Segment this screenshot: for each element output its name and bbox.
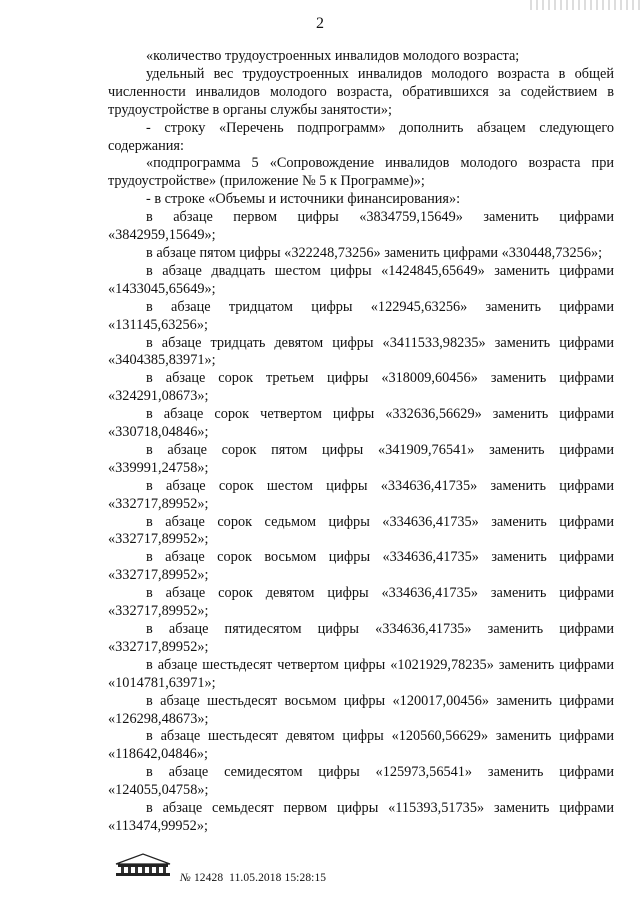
document-body (108, 48, 614, 836)
paragraph: в абзаце сорок восьмом цифры «334636,41735» заменить цифрами «332717,89952»; (108, 549, 614, 584)
paragraph: в абзаце сорок седьмом цифры «334636,41735» заменить цифрами «332717,89952»; (108, 513, 614, 548)
document-registration-stamp (180, 872, 326, 884)
paragraph: в абзаце двадцать шестом цифры «1424845,65649» заменить цифрами «1433045,65649»; (108, 262, 614, 297)
paragraph: в абзаце шестьдесят четвертом цифры «1021929,78235» заменить цифрами «1014781,63971»; (108, 656, 614, 691)
page-number: 2 (316, 15, 324, 32)
paragraph: «количество трудоустроенных инвалидов молодого возраста; (146, 48, 520, 64)
paragraph: - в строке «Объемы и источники финансирования»: (146, 191, 461, 208)
paragraph: в абзаце семьдесят первом цифры «115393,51735» заменить цифрами «113474,99952»; (108, 800, 614, 834)
paragraph: в абзаце первом цифры «3834759,15649» заменить цифрами «3842959,15649»; (108, 209, 614, 244)
scan-artifact (530, 0, 640, 10)
paragraph: удельный вес трудоустроенных инвалидов молодого возраста в общей численности инвалидов молодого возраста, обратившихся за содействием в трудоустройстве в органы службы занятости»; (108, 65, 614, 118)
paragraph: в абзаце шестьдесят девятом цифры «120560,56629» заменить цифрами «118642,04846»; (108, 728, 614, 763)
paragraph: в абзаце семидесятом цифры «125973,56541» заменить цифрами «124055,04758»; (108, 764, 614, 799)
paragraph: - строку «Перечень подпрограмм» дополнить абзацем следующего содержания: (108, 119, 614, 154)
paragraph: в абзаце тридцатом цифры «122945,63256» заменить цифрами «131145,63256»; (108, 298, 614, 333)
paragraph: «подпрограмма 5 «Сопровождение инвалидов молодого возраста при трудоустройстве» (приложение № 5 к Программе)»; (108, 155, 614, 190)
paragraph: в абзаце тридцать девятом цифры «3411533,98235» заменить цифрами «3404385,83971»; (108, 334, 614, 369)
document-time: 15:28:15 (284, 872, 327, 884)
building-emblem-icon (112, 850, 174, 878)
number-sign: № (180, 872, 191, 884)
paragraph: в абзаце сорок девятом цифры «334636,41735» заменить цифрами «332717,89952»; (108, 585, 614, 620)
paragraph: в абзаце пятом цифры «322248,73256» заменить цифрами «330448,73256»; (146, 244, 603, 261)
document-number: 12428 (193, 872, 224, 884)
paragraph: в абзаце сорок третьем цифры «318009,60456» заменить цифрами «324291,08673»; (108, 370, 614, 405)
paragraph: в абзаце сорок шестом цифры «334636,41735» заменить цифрами «332717,89952»; (108, 477, 614, 512)
paragraph: в абзаце сорок пятом цифры «341909,76541» заменить цифрами «339991,24758»; (108, 441, 614, 476)
paragraph: в абзаце пятидесятом цифры «334636,41735» заменить цифрами «332717,89952»; (108, 621, 614, 655)
paragraph: в абзаце сорок четвертом цифры «332636,56629» заменить цифрами «330718,04846»; (108, 406, 614, 441)
paragraph: в абзаце шестьдесят восьмом цифры «120017,00456» заменить цифрами «126298,48673»; (108, 692, 614, 727)
document-date: 11.05.2018 (229, 872, 282, 884)
